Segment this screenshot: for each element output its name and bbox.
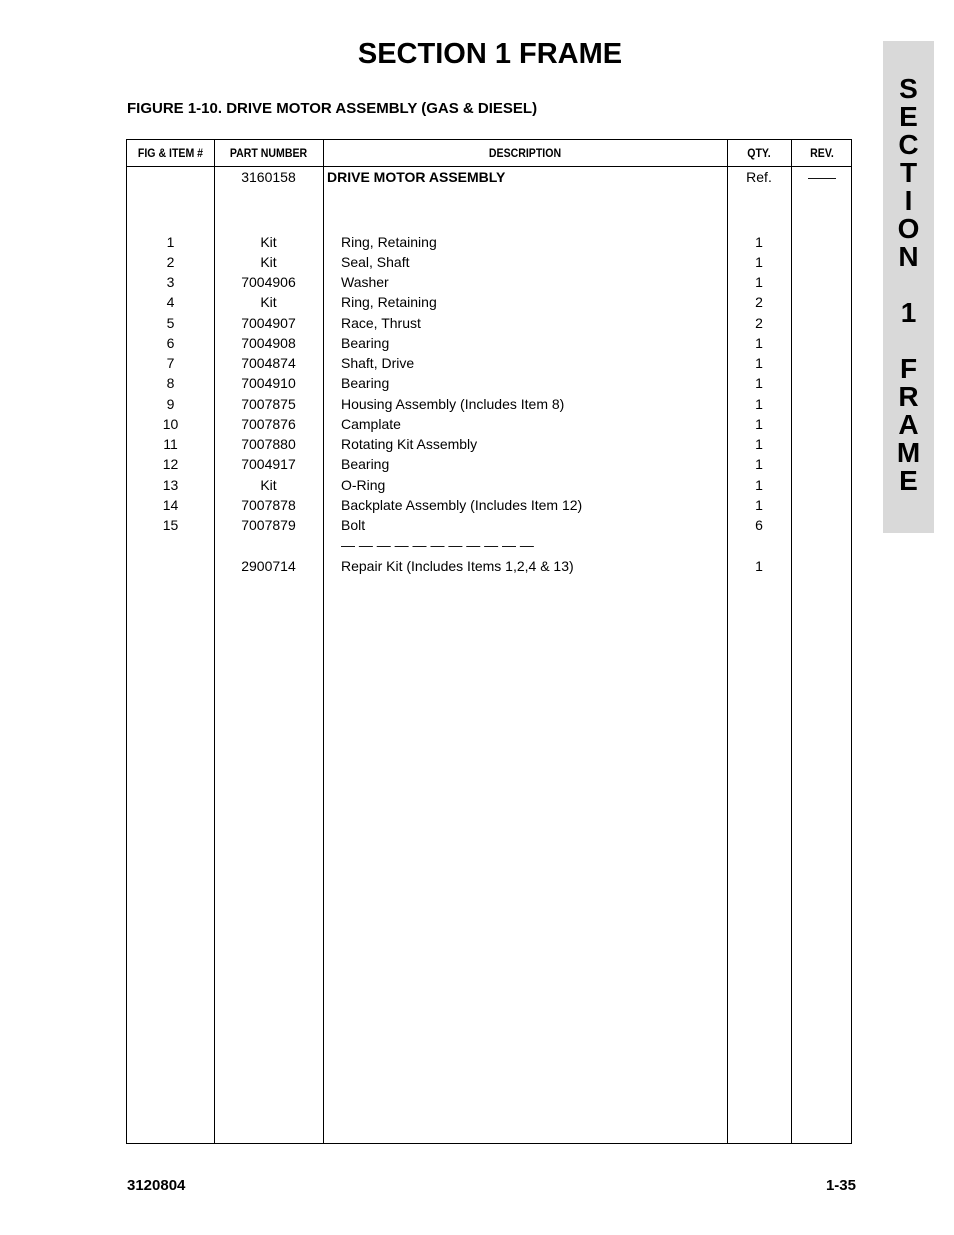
table-row xyxy=(127,495,851,515)
description-cell: Camplate xyxy=(341,416,401,432)
qty-cell: 6 xyxy=(755,517,763,533)
qty-cell: 1 xyxy=(755,436,763,452)
qty-cell: 1 xyxy=(755,274,763,290)
part-number-cell: 7004917 xyxy=(241,456,296,472)
qty-cell: 1 xyxy=(755,355,763,371)
qty-cell: 1 xyxy=(755,375,763,391)
rev-cell: —— xyxy=(808,169,836,185)
tab-letter: S xyxy=(899,73,918,104)
qty-cell: 1 xyxy=(755,416,763,432)
part-number-cell: 7007876 xyxy=(241,416,296,432)
description-cell: Race, Thrust xyxy=(341,315,421,331)
description-cell: Shaft, Drive xyxy=(341,355,415,371)
table-row xyxy=(127,475,851,495)
table-row xyxy=(127,353,851,373)
qty-cell: Ref. xyxy=(746,169,772,185)
part-number-cell: 7004910 xyxy=(241,375,296,391)
table-row xyxy=(127,272,851,292)
description-cell: O-Ring xyxy=(341,477,386,493)
description-cell: Bearing xyxy=(341,335,390,351)
tab-letter: F xyxy=(899,353,918,384)
table-row xyxy=(127,211,851,231)
header-description: DESCRIPTION xyxy=(488,146,562,160)
qty-cell: 1 xyxy=(755,335,763,351)
description-cell: Seal, Shaft xyxy=(341,254,410,270)
qty-cell: 2 xyxy=(755,315,763,331)
qty-cell: 1 xyxy=(755,558,763,574)
description-cell: Washer xyxy=(341,274,389,290)
section-title: SECTION 1 FRAME xyxy=(357,38,623,70)
tab-letter: I xyxy=(904,185,913,216)
part-number-cell: 7007880 xyxy=(241,436,296,452)
part-number-cell: 7004907 xyxy=(241,315,296,331)
fig-item-cell: 4 xyxy=(166,294,175,310)
header-rev: REV. xyxy=(810,146,834,160)
part-number-cell: Kit xyxy=(260,294,277,310)
description-cell: Bolt xyxy=(341,517,366,533)
description-cell: Bearing xyxy=(341,456,390,472)
part-number-cell: 7004908 xyxy=(241,335,296,351)
qty-cell: 2 xyxy=(755,294,763,310)
table-row xyxy=(127,434,851,454)
description-cell: DRIVE MOTOR ASSEMBLY xyxy=(327,169,506,185)
table-row xyxy=(127,313,851,333)
fig-item-cell: 6 xyxy=(166,335,175,351)
qty-cell: 1 xyxy=(755,234,763,250)
table-row xyxy=(127,292,851,312)
part-number-cell: 7007875 xyxy=(241,396,296,412)
fig-item-cell: 7 xyxy=(166,355,175,371)
fig-item-cell: 10 xyxy=(162,416,179,432)
part-number-cell: 2900714 xyxy=(241,558,296,574)
description-cell: — — — — — — — — — — — xyxy=(341,537,534,553)
table-row xyxy=(127,414,851,434)
header-qty: QTY. xyxy=(747,146,771,160)
tab-letter: E xyxy=(899,101,918,132)
qty-cell: 1 xyxy=(755,396,763,412)
qty-cell: 1 xyxy=(755,497,763,513)
table-row xyxy=(127,333,851,353)
fig-item-cell: 11 xyxy=(163,436,178,452)
fig-item-cell: 5 xyxy=(166,315,175,331)
table-header xyxy=(127,140,851,167)
tab-letter: O xyxy=(897,213,920,244)
fig-item-cell: 2 xyxy=(166,254,175,270)
header-fig-item: FIG & ITEM # xyxy=(137,146,204,160)
description-cell: Repair Kit (Includes Items 1,2,4 & 13) xyxy=(341,558,574,574)
part-number-cell: 7007878 xyxy=(241,497,296,513)
table-row xyxy=(127,373,851,393)
description-cell: Ring, Retaining xyxy=(341,234,437,250)
fig-item-cell: 8 xyxy=(166,375,175,391)
fig-item-cell: 1 xyxy=(166,234,175,250)
fig-item-cell: 3 xyxy=(166,274,175,290)
parts-table xyxy=(126,139,852,1144)
section-side-tab xyxy=(883,41,934,533)
tab-letter: R xyxy=(898,381,919,412)
description-cell: Backplate Assembly (Includes Item 12) xyxy=(341,497,583,513)
description-cell: Housing Assembly (Includes Item 8) xyxy=(341,396,565,412)
qty-cell: 1 xyxy=(755,456,763,472)
tab-letter: M xyxy=(896,437,921,468)
fig-item-cell: 9 xyxy=(166,396,175,412)
tab-letter: T xyxy=(899,157,918,188)
part-number-cell: Kit xyxy=(260,234,277,250)
header-part-number: PART NUMBER xyxy=(229,146,308,160)
qty-cell: 1 xyxy=(755,477,763,493)
tab-letter: A xyxy=(898,409,919,440)
tab-letter: E xyxy=(899,465,918,496)
part-number-cell: 7004874 xyxy=(241,355,296,371)
fig-item-cell: 14 xyxy=(162,497,179,513)
fig-item-cell: 13 xyxy=(162,477,179,493)
description-cell: Ring, Retaining xyxy=(341,294,437,310)
table-row xyxy=(127,232,851,252)
figure-title: FIGURE 1-10. DRIVE MOTOR ASSEMBLY (GAS & DIESEL) xyxy=(127,100,538,117)
description-cell: Rotating Kit Assembly xyxy=(341,436,478,452)
table-row xyxy=(127,515,851,535)
part-number-cell: Kit xyxy=(260,254,277,270)
table-row xyxy=(127,167,851,187)
table-row xyxy=(127,394,851,414)
document-number: 3120804 xyxy=(127,1177,186,1194)
fig-item-cell: 12 xyxy=(162,456,179,472)
table-row xyxy=(127,252,851,272)
table-row xyxy=(127,454,851,474)
tab-letter: 1 xyxy=(900,297,917,328)
part-number-cell: 7004906 xyxy=(241,274,296,290)
tab-letter: N xyxy=(898,241,919,272)
qty-cell: 1 xyxy=(755,254,763,270)
fig-item-cell: 15 xyxy=(162,517,179,533)
table-row xyxy=(127,535,851,555)
part-number-cell: 7007879 xyxy=(241,517,296,533)
table-row xyxy=(127,556,851,576)
part-number-cell: 3160158 xyxy=(241,169,296,185)
tab-letter: C xyxy=(898,129,919,160)
page-number: 1-35 xyxy=(825,1177,856,1194)
part-number-cell: Kit xyxy=(260,477,277,493)
description-cell: Bearing xyxy=(341,375,390,391)
